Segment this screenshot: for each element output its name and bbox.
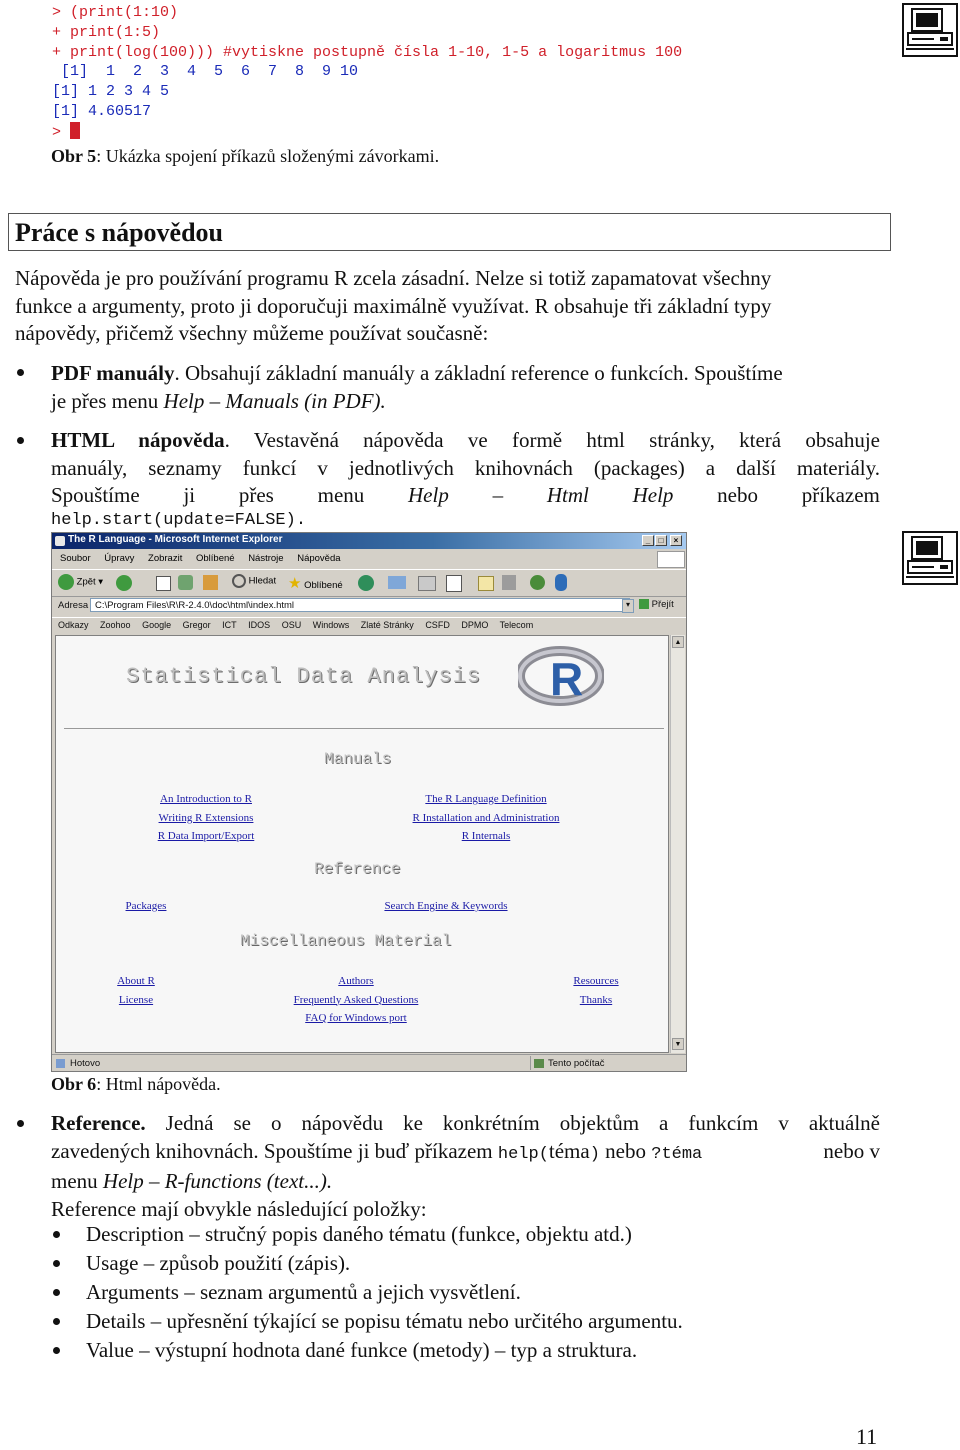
toolbar bbox=[52, 569, 686, 597]
link-item[interactable]: Gregor bbox=[182, 620, 211, 630]
link-item[interactable]: Zlaté Stránky bbox=[360, 620, 414, 630]
code-snippet: help.start(update=FALSE). bbox=[51, 510, 307, 530]
reference-items-list bbox=[51, 1220, 881, 1365]
favorites-button[interactable]: ★ Oblíbené bbox=[288, 575, 343, 592]
edit-icon[interactable] bbox=[446, 575, 462, 592]
windows-logo-icon bbox=[657, 551, 685, 568]
bullet-dot bbox=[17, 1120, 24, 1127]
computer-icon bbox=[902, 3, 958, 57]
manual-link[interactable]: An Introduction to R bbox=[160, 793, 252, 805]
home-icon[interactable] bbox=[203, 575, 218, 590]
list-item: Value – výstupní hodnota dané funkce (metody) – typ a struktura. bbox=[51, 1336, 881, 1365]
bullet-html-help: HTML nápověda. Vestavěná nápověda ve formě html stránky, která obsahuje manuály, seznamy funkcí v jednotlivých knihovnách (packages) a další materiály. Spouštíme ji přes menu Help – Html Help nebo příkazem help.start(update=FALSE). bbox=[51, 428, 880, 530]
refresh-icon[interactable] bbox=[178, 575, 193, 590]
history-icon[interactable] bbox=[358, 575, 374, 591]
address-bar bbox=[52, 596, 686, 616]
packages-link[interactable]: Packages bbox=[125, 900, 167, 912]
manuals-heading: Manuals bbox=[324, 750, 392, 768]
list-item: Usage – způsob použití (zápis). bbox=[51, 1249, 881, 1278]
link-item[interactable]: CSFD bbox=[425, 620, 450, 630]
back-button[interactable]: Zpět ▾ bbox=[58, 574, 103, 590]
link-item[interactable]: IDOS bbox=[248, 620, 271, 630]
misc-center-column bbox=[266, 972, 446, 1028]
page-icon bbox=[56, 1059, 65, 1068]
r-console-output bbox=[52, 3, 772, 142]
manual-link[interactable]: Writing R Extensions bbox=[158, 811, 254, 824]
list-item: Arguments – seznam argumentů a jejich vysvětlení. bbox=[51, 1278, 881, 1307]
manual-link[interactable]: The R Language Definition bbox=[425, 793, 547, 805]
misc-link[interactable]: Frequently Asked Questions bbox=[293, 993, 419, 1006]
bullet-dot bbox=[17, 437, 24, 444]
r-logo-letter: R bbox=[550, 653, 584, 705]
menu-item-tools[interactable]: Nástroje bbox=[248, 553, 284, 564]
menu-item-view[interactable]: Zobrazit bbox=[148, 553, 183, 564]
window-title: The R Language - Microsoft Internet Explorer bbox=[68, 534, 283, 545]
link-item[interactable]: Windows bbox=[312, 620, 350, 630]
page-number: 11 bbox=[856, 1424, 878, 1449]
reference-right bbox=[346, 900, 546, 912]
link-item[interactable]: Google bbox=[142, 620, 172, 630]
reference-heading: Reference bbox=[314, 860, 401, 878]
console-line: [1] 1 2 3 4 5 bbox=[52, 83, 170, 101]
mail-icon[interactable] bbox=[388, 576, 406, 589]
search-icon bbox=[232, 574, 246, 588]
misc-left-column bbox=[86, 972, 186, 1009]
computer-zone-icon bbox=[534, 1059, 544, 1068]
browser-page-content bbox=[55, 635, 669, 1053]
section-heading-box bbox=[8, 213, 891, 251]
status-text: Hotovo bbox=[70, 1058, 101, 1069]
scroll-down-icon[interactable]: ▼ bbox=[672, 1038, 684, 1050]
manual-link[interactable]: R Installation and Administration bbox=[412, 811, 560, 824]
console-line: + print(1:5) bbox=[52, 23, 161, 41]
console-cursor bbox=[70, 122, 80, 139]
misc-link[interactable]: License bbox=[118, 993, 154, 1006]
manuals-right-column bbox=[386, 790, 586, 846]
figure-caption: Obr 6: Html nápověda. bbox=[51, 1074, 221, 1094]
zone-text: Tento počítač bbox=[548, 1058, 605, 1069]
section-title: Práce s nápovědou bbox=[15, 218, 223, 247]
bullet-dot bbox=[53, 1318, 60, 1325]
misc-right-column bbox=[546, 972, 646, 1009]
status-divider bbox=[530, 1056, 531, 1070]
manual-link[interactable]: R Data Import/Export bbox=[157, 830, 255, 842]
go-arrow-icon bbox=[639, 599, 649, 609]
minimize-button[interactable]: _ bbox=[642, 535, 654, 546]
link-item[interactable]: OSU bbox=[281, 620, 302, 630]
bullet-dot bbox=[17, 369, 24, 376]
search-button[interactable]: Hledat bbox=[232, 574, 276, 588]
menu-bar bbox=[52, 550, 686, 567]
misc-link[interactable]: FAQ for Windows port bbox=[305, 1012, 407, 1024]
misc-link[interactable]: Thanks bbox=[579, 993, 613, 1006]
maximize-button[interactable]: □ bbox=[655, 535, 667, 546]
intro-paragraph: Nápověda je pro používání programu R zcela zásadní. Nelze si totiž zapamatovat všechny funkce a argumenty, proto ji doporučuji maximálně využívat. R obsahuje tři základní typy nápovědy, přičemž všechny můžeme používat současně: bbox=[15, 266, 772, 345]
console-line: [1] 4.60517 bbox=[52, 102, 152, 120]
console-prompt: > bbox=[52, 122, 772, 142]
print-icon[interactable] bbox=[418, 576, 436, 591]
computer-icon bbox=[902, 531, 958, 585]
close-button[interactable]: × bbox=[670, 535, 682, 546]
messenger-icon[interactable] bbox=[530, 575, 545, 590]
misc-link[interactable]: About R bbox=[117, 975, 155, 987]
menu-item-help[interactable]: Nápověda bbox=[297, 553, 341, 564]
menu-item-file[interactable]: Soubor bbox=[60, 553, 91, 564]
star-icon: ★ bbox=[288, 575, 302, 592]
scroll-up-icon[interactable]: ▲ bbox=[672, 636, 684, 648]
menu-item-favorites[interactable]: Oblíbené bbox=[195, 553, 235, 564]
bullet-dot bbox=[53, 1289, 60, 1296]
address-label: Adresa bbox=[58, 600, 89, 611]
reference-left bbox=[96, 900, 196, 912]
address-input[interactable]: C:\Program Files\R\R-2.4.0\doc\html\index.html bbox=[90, 598, 630, 612]
page-title: Statistical Data Analysis bbox=[126, 664, 482, 689]
ie-browser-window bbox=[51, 532, 687, 1072]
forward-arrow-icon[interactable] bbox=[116, 575, 132, 591]
list-item: Description – stručný popis daného tématu (funkce, objektu atd.) bbox=[51, 1220, 881, 1249]
stop-icon[interactable] bbox=[156, 576, 171, 591]
links-bar bbox=[52, 617, 686, 634]
links-label: Odkazy bbox=[58, 620, 89, 630]
bullet-reference: Reference. Jedná se o nápovědu ke konkrétním objektům a funkcím v aktuálně zavedených knihovnách. Spouštíme ji buď příkazem help(téma) nebo ?téma nebo v menu Help – R-functions (text...). Reference mají obvykle následující položky: bbox=[51, 1111, 880, 1221]
r-logo bbox=[518, 646, 604, 712]
divider bbox=[64, 728, 664, 729]
bullet-pdf-manuals: PDF manuály. Obsahují základní manuály a základní reference o funkcích. Spouštíme je přes menu Help – Manuals (in PDF). bbox=[51, 361, 783, 413]
go-button[interactable]: Přejít bbox=[639, 599, 674, 610]
window-titlebar bbox=[52, 533, 686, 549]
bullet-dot bbox=[53, 1260, 60, 1267]
vertical-scrollbar[interactable] bbox=[670, 635, 685, 1053]
link-item[interactable]: Telecom bbox=[499, 620, 534, 630]
manual-link[interactable]: R Internals bbox=[461, 830, 511, 842]
menu-item-edit[interactable]: Úpravy bbox=[104, 553, 135, 564]
console-line: [1] 1 2 3 4 5 6 7 8 9 10 bbox=[52, 63, 359, 81]
misc-link[interactable]: Authors bbox=[338, 975, 374, 987]
notes-icon[interactable] bbox=[478, 576, 494, 591]
misc-link[interactable]: Resources bbox=[573, 975, 619, 987]
manuals-left-column bbox=[116, 790, 296, 846]
bullet-dot bbox=[53, 1347, 60, 1354]
link-item[interactable]: Zoohoo bbox=[100, 620, 131, 630]
console-line: + print(log(100))) #vytiskne postupně čísla 1-10, 1-5 a logaritmus 100 bbox=[52, 43, 683, 61]
research-icon[interactable] bbox=[502, 575, 516, 590]
console-line: > (print(1:10) bbox=[52, 4, 179, 21]
misc-heading: Miscellaneous Material bbox=[240, 932, 452, 950]
back-arrow-icon bbox=[58, 574, 74, 590]
ie-icon bbox=[55, 536, 65, 546]
figure-caption: Obr 5: Ukázka spojení příkazů složenými závorkami. bbox=[51, 146, 440, 166]
status-bar bbox=[52, 1054, 686, 1072]
list-item: Details – upřesnění týkající se popisu tématu nebo určitého argumentu. bbox=[51, 1307, 881, 1336]
bullet-dot bbox=[53, 1231, 60, 1238]
link-item[interactable]: ICT bbox=[222, 620, 237, 630]
address-dropdown-icon[interactable]: ▾ bbox=[622, 599, 634, 613]
bluetooth-icon[interactable] bbox=[555, 574, 567, 591]
search-engine-link[interactable]: Search Engine & Keywords bbox=[384, 900, 508, 912]
link-item[interactable]: DPMO bbox=[461, 620, 489, 630]
